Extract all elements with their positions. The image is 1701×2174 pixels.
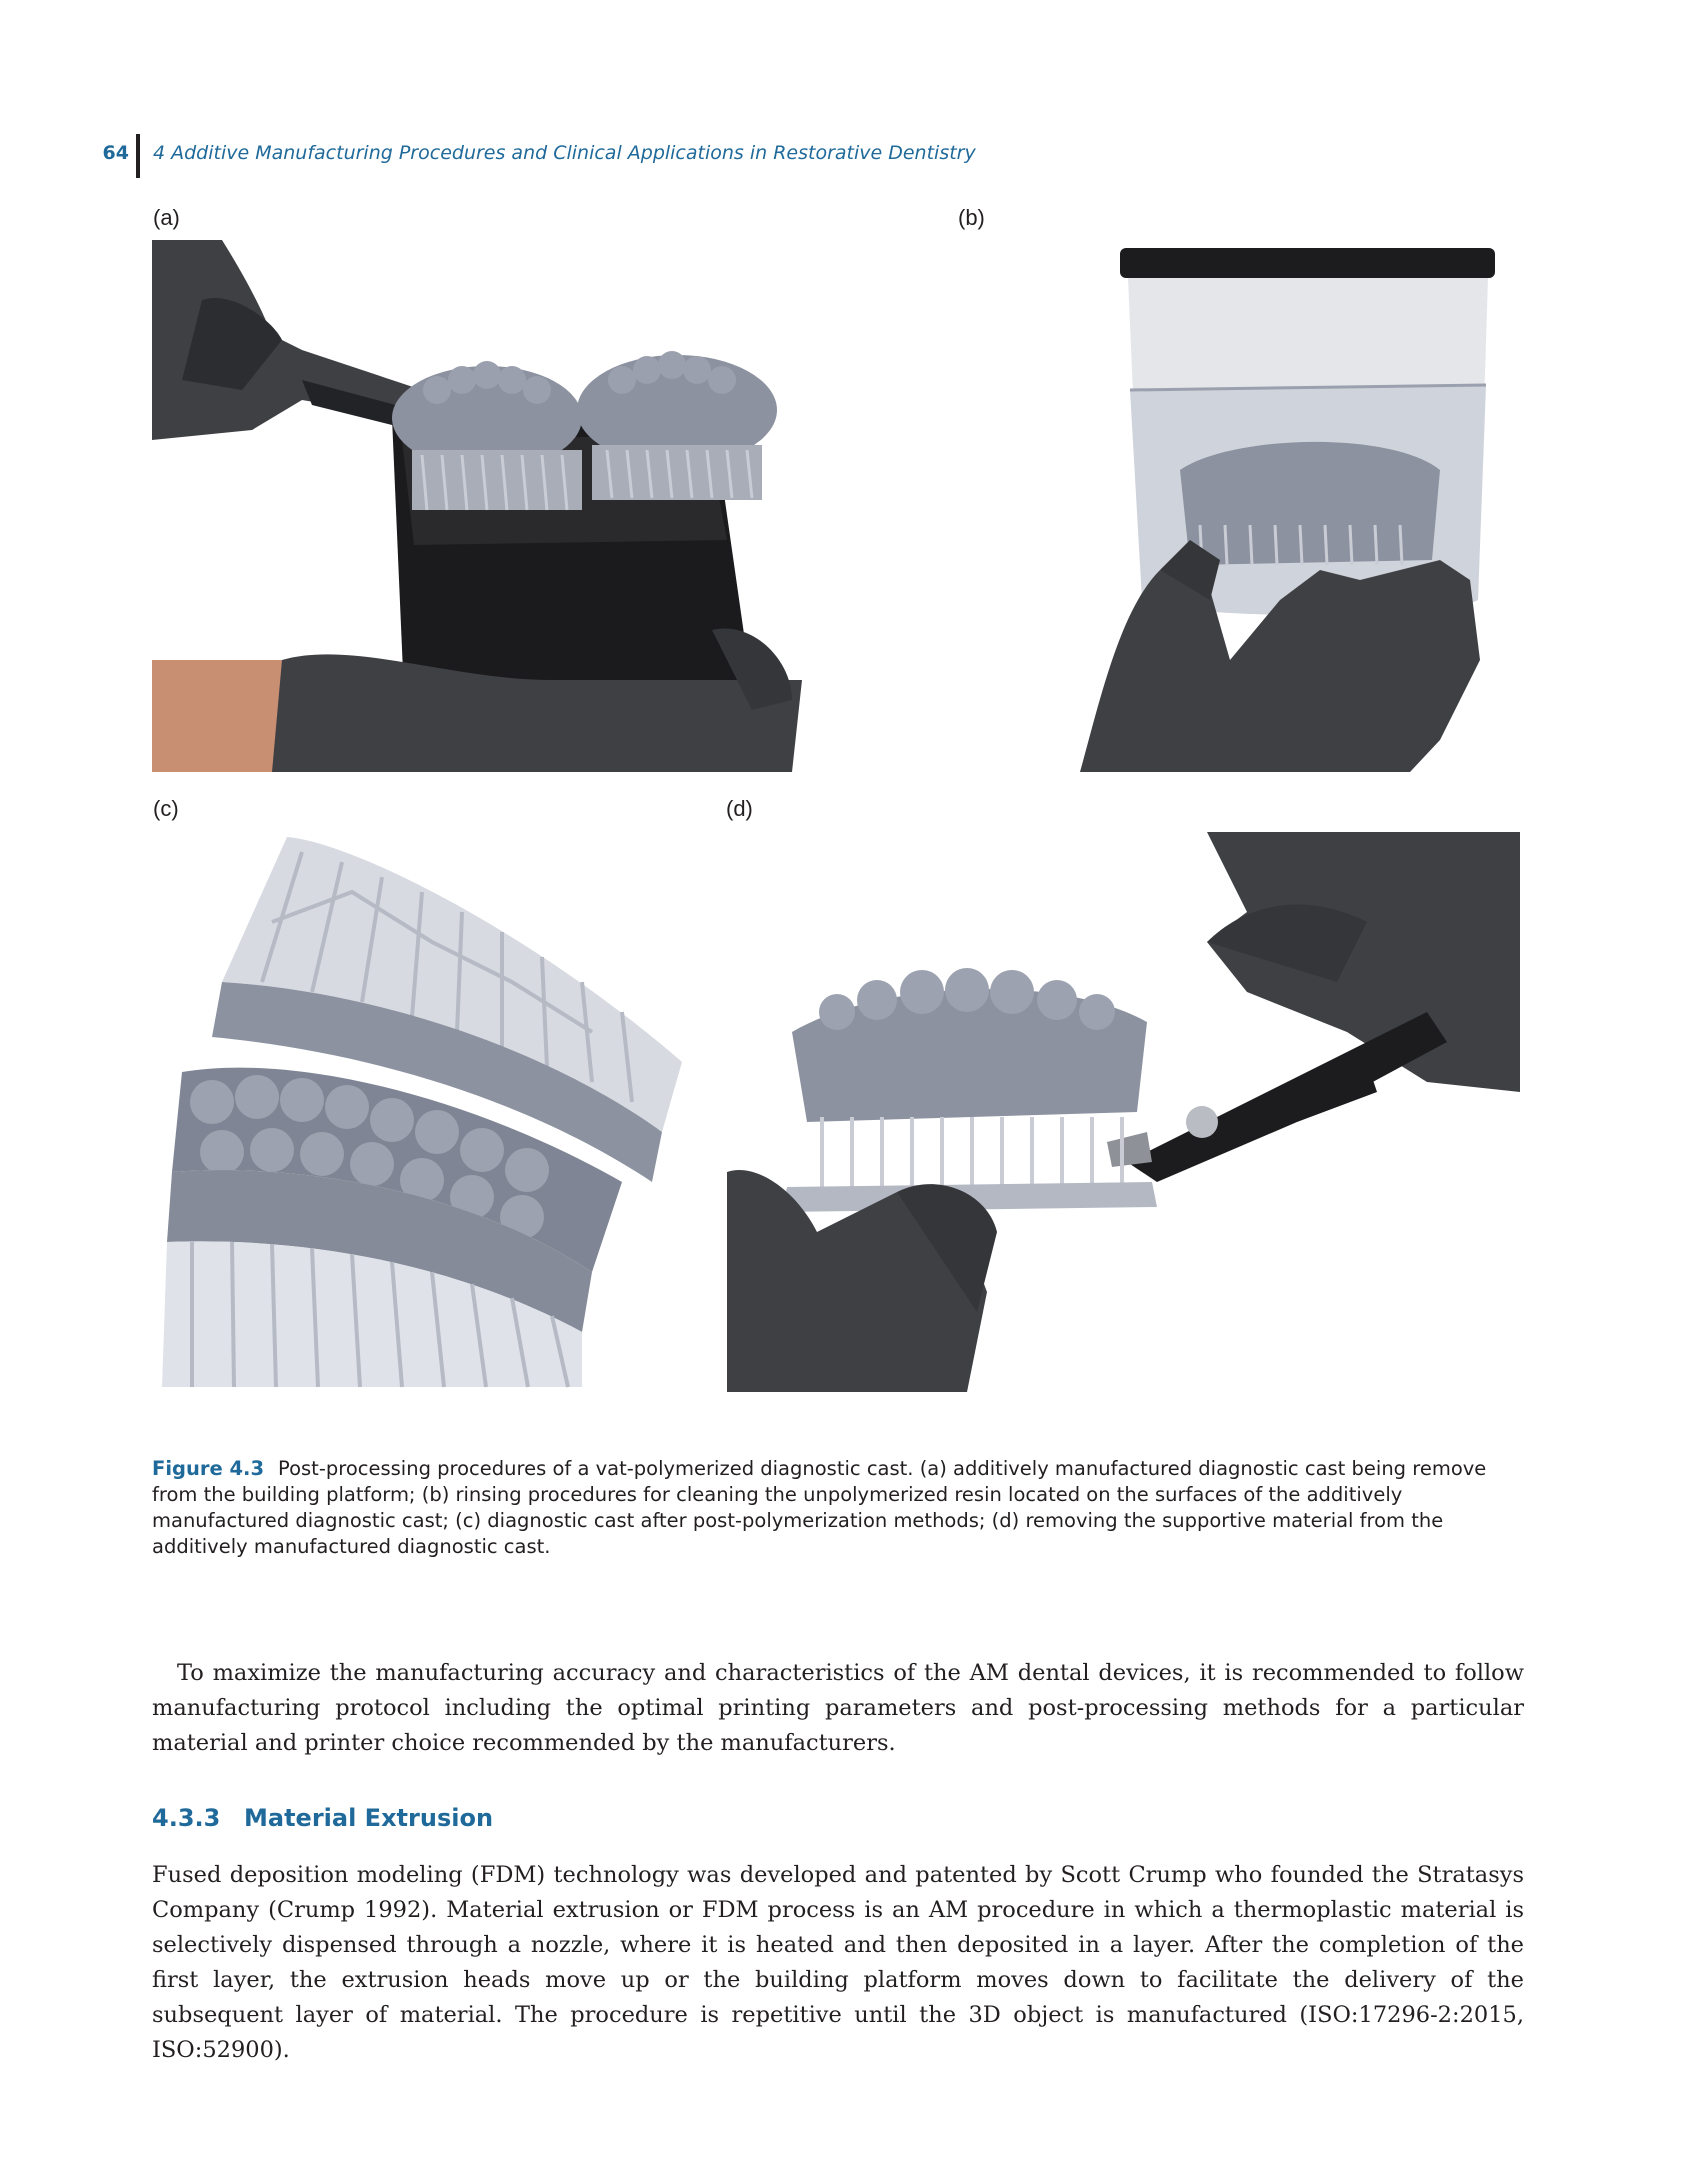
running-title: 4 Additive Manufacturing Procedures and Clinical Applications in Restorative Dentistry (153, 142, 976, 164)
figure-caption (152, 1456, 1532, 1560)
body-paragraph-2: Fused deposition modeling (FDM) technology was developed and patented by Scott Crump who founded the Stratasys Company (Crump 1992). Material extrusion or FDM process is an AM procedure in which a thermoplastic material is selectively dispensed through a nozzle, where it is heated and then deposited in a layer. After the completion of the first layer, the extrusion heads move up or the building platform moves down to facilitate the delivery of the subsequent layer of material. The procedure is repetitive until the 3D object is manufactured (ISO:17296-2:2015, ISO:52900). (152, 1862, 1524, 2063)
photo-d-support-removal (727, 832, 1520, 1392)
photo-c-post-polymerized-cast (152, 832, 697, 1392)
panel-label-b: (b) (958, 205, 985, 230)
photo-a-platform-removal (152, 240, 860, 772)
photo-b-rinsing-container (1060, 240, 1520, 772)
page-number: 64 (102, 142, 129, 164)
section-title: Material Extrusion (244, 1804, 494, 1832)
figure-label: Figure 4.3 (152, 1457, 265, 1480)
section-heading (152, 1804, 493, 1832)
caption-text: Post-processing procedures of a vat-polymerized diagnostic cast. (a) additively manufactured diagnostic cast being remove from the building platform; (b) rinsing procedures for cleaning the unpolymerized resin located on the surfaces of the additively manufactured diagnostic cast; (c) diagnostic cast after post-polymerization methods; (d) removing the supportive material from the additively manufactured diagnostic cast. (152, 1457, 1487, 1558)
panel-label-a: (a) (153, 205, 180, 230)
section-number: 4.3.3 (152, 1804, 221, 1832)
body-paragraph-1: To maximize the manufacturing accuracy and characteristics of the AM dental devices, it is recommended to follow manufacturing protocol including the optimal printing parameters and post-processing methods for a particular material and printer choice recommended by the manufacturers. (152, 1660, 1524, 1756)
panel-label-d: (d) (726, 796, 753, 821)
header-divider (136, 134, 140, 178)
panel-label-c: (c) (153, 796, 179, 821)
